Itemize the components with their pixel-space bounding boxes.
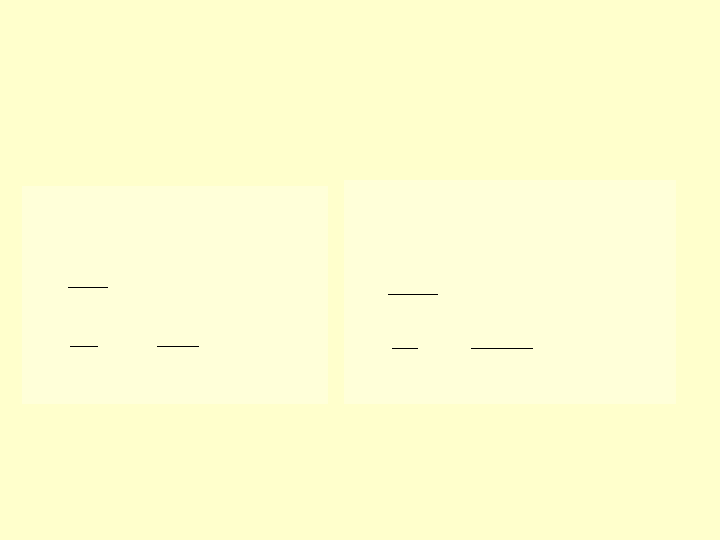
left-example-panel [22,186,328,404]
fraction-bar [388,294,438,295]
bottom-decoration-band [0,532,720,540]
right-mean-fraction [388,293,438,296]
left-value-fraction [157,345,199,348]
right-example-panel [344,180,676,404]
fraction-bar [70,346,98,347]
left-se-over-ybar-fraction [70,345,98,348]
left-mean-fraction [68,286,108,289]
fraction-bar [157,346,199,347]
right-value-fraction [471,347,533,350]
top-decoration-band [0,6,720,36]
fraction-bar [471,348,533,349]
fraction-bar [68,287,108,288]
fraction-bar [392,348,418,349]
right-se-over-ybar-fraction [392,347,418,350]
